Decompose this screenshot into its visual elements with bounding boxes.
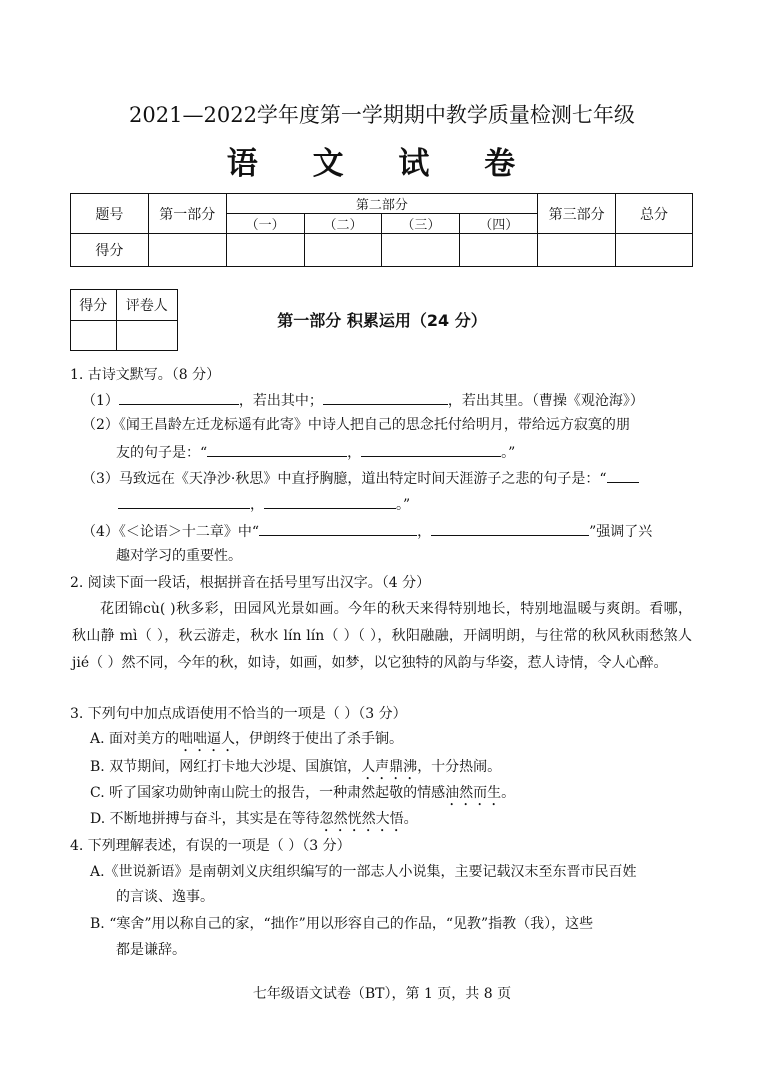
q3-option-d[interactable]: D. 不断地拼搏与奋斗，其实是在等待忽然恍然大悟。 [90, 811, 418, 827]
q4-option-b-line2: 都是谦辞。 [116, 942, 186, 958]
q4-option-b-line1[interactable]: B. “寒舍”用以称自己的家，“拙作”用以形容自己的作品，“见教”指教（我），这些 [90, 916, 594, 932]
score-cell[interactable] [460, 234, 538, 267]
q1-s3-line2: ， 。” [118, 493, 410, 515]
answer-blank[interactable] [361, 441, 501, 457]
dotted-idiom: 咄咄逼人 [179, 731, 236, 747]
score-table-row-score: 得分 [71, 234, 149, 267]
exam-subtitle: 语 文 试 卷 [226, 146, 538, 182]
score-cell[interactable] [148, 234, 226, 267]
score-table-sub-1: （一） [226, 214, 304, 234]
answer-blank[interactable] [607, 467, 639, 483]
answer-blank[interactable] [323, 389, 448, 405]
dotted-idiom: 忽然恍然大悟 [319, 811, 404, 827]
answer-blank[interactable] [119, 389, 239, 405]
score-cell[interactable] [616, 234, 693, 267]
score-table-sub-4: （四） [460, 214, 538, 234]
score-cell[interactable] [226, 234, 304, 267]
q1-s3-line1: （3）马致远在《天净沙·秋思》中直抒胸臆，道出特定时间天涯游子之悲的句子是：“ [82, 467, 639, 489]
answer-blank[interactable] [207, 441, 347, 457]
dotted-idiom: 人声鼎沸 [361, 759, 418, 775]
page-footer: 七年级语文试卷（BT），第 1 页，共 8 页 [252, 986, 512, 1002]
q1-s2-line1: （2）《闻王昌龄左迁龙标遥有此寄》中诗人把自己的思念托付给明月，带给远方寂寞的朋 [82, 417, 630, 433]
score-table-header-question: 题号 [71, 194, 149, 234]
score-cell[interactable] [382, 234, 460, 267]
q3-option-a[interactable]: A. 面对美方的咄咄逼人，伊朗终于使出了杀手锏。 [90, 731, 404, 747]
q4-option-a-line2: 的言谈、逸事。 [116, 889, 214, 905]
exam-title: 2021—2022学年度第一学期期中教学质量检测七年级 [129, 103, 635, 127]
score-cell[interactable] [538, 234, 616, 267]
q4-option-a-line1[interactable]: A.《世说新语》是南朝刘义庆组织编写的一部志人小说集，主要记载汉末至东晋市民百姓 [90, 864, 637, 880]
score-table-header-part3: 第三部分 [538, 194, 616, 234]
grader-table-grader-label: 评卷人 [116, 290, 177, 321]
score-table-sub-2: （二） [304, 214, 382, 234]
dotted-idiom: 油然而生 [445, 785, 502, 801]
answer-blank[interactable] [264, 493, 396, 509]
q1-stem: 1. 古诗文默写。（8 分） [70, 367, 221, 383]
q1-s4-line2: 趣对学习的重要性。 [116, 548, 242, 564]
q4-stem: 4. 下列理解表述，有误的一项是（ ）（3 分） [70, 838, 351, 854]
answer-blank[interactable] [431, 520, 589, 536]
q1-s1: （1） ，若出其中； ，若出其里。（曹操《观沧海》） [82, 389, 644, 411]
score-table-header-part1: 第一部分 [148, 194, 226, 234]
grader-table-score-label: 得分 [71, 290, 117, 321]
q1-s4: （4）《＜论语＞十二章》中“ ， ”强调了兴 [82, 520, 652, 542]
q2-stem: 2. 阅读下面一段话，根据拼音在括号里写出汉字。（4 分） [70, 575, 431, 591]
q2-passage: 花团锦cù( )秋多彩，田园风光景如画。今年的秋天来得特别地长，特别地温暖与爽朗。看哪，秋山静 mì（ ），秋云游走，秋水 lín lín（ ）（ ），秋阳融融，开阔明朗，与往常的秋风秋雨愁煞人 jié（ ）然不同，今年的秋，如诗，如画，如梦，以它独特的风韵与华姿，惹人诗情，令人心醉。 [72, 601, 692, 671]
part1-heading: 第一部分 积累运用（24 分） [277, 311, 487, 330]
q3-stem: 3. 下列句中加点成语使用不恰当的一项是（ ）（3 分） [70, 706, 407, 722]
q1-s2-line2: 友的句子是：“ ， 。” [116, 441, 515, 463]
score-table-header-total: 总分 [616, 194, 693, 234]
score-table-sub-3: （三） [382, 214, 460, 234]
answer-blank[interactable] [259, 520, 417, 536]
q3-option-c[interactable]: C. 听了国家功勋钟南山院士的报告，一种肃然起敬的情感油然而生。 [90, 785, 516, 801]
q3-option-b[interactable]: B. 双节期间，网红打卡地大沙堤、国旗馆，人声鼎沸，十分热闹。 [90, 759, 502, 775]
answer-blank[interactable] [118, 493, 250, 509]
score-table-header-part2: 第二部分 [226, 194, 538, 214]
score-cell[interactable] [304, 234, 382, 267]
score-table [70, 193, 693, 267]
